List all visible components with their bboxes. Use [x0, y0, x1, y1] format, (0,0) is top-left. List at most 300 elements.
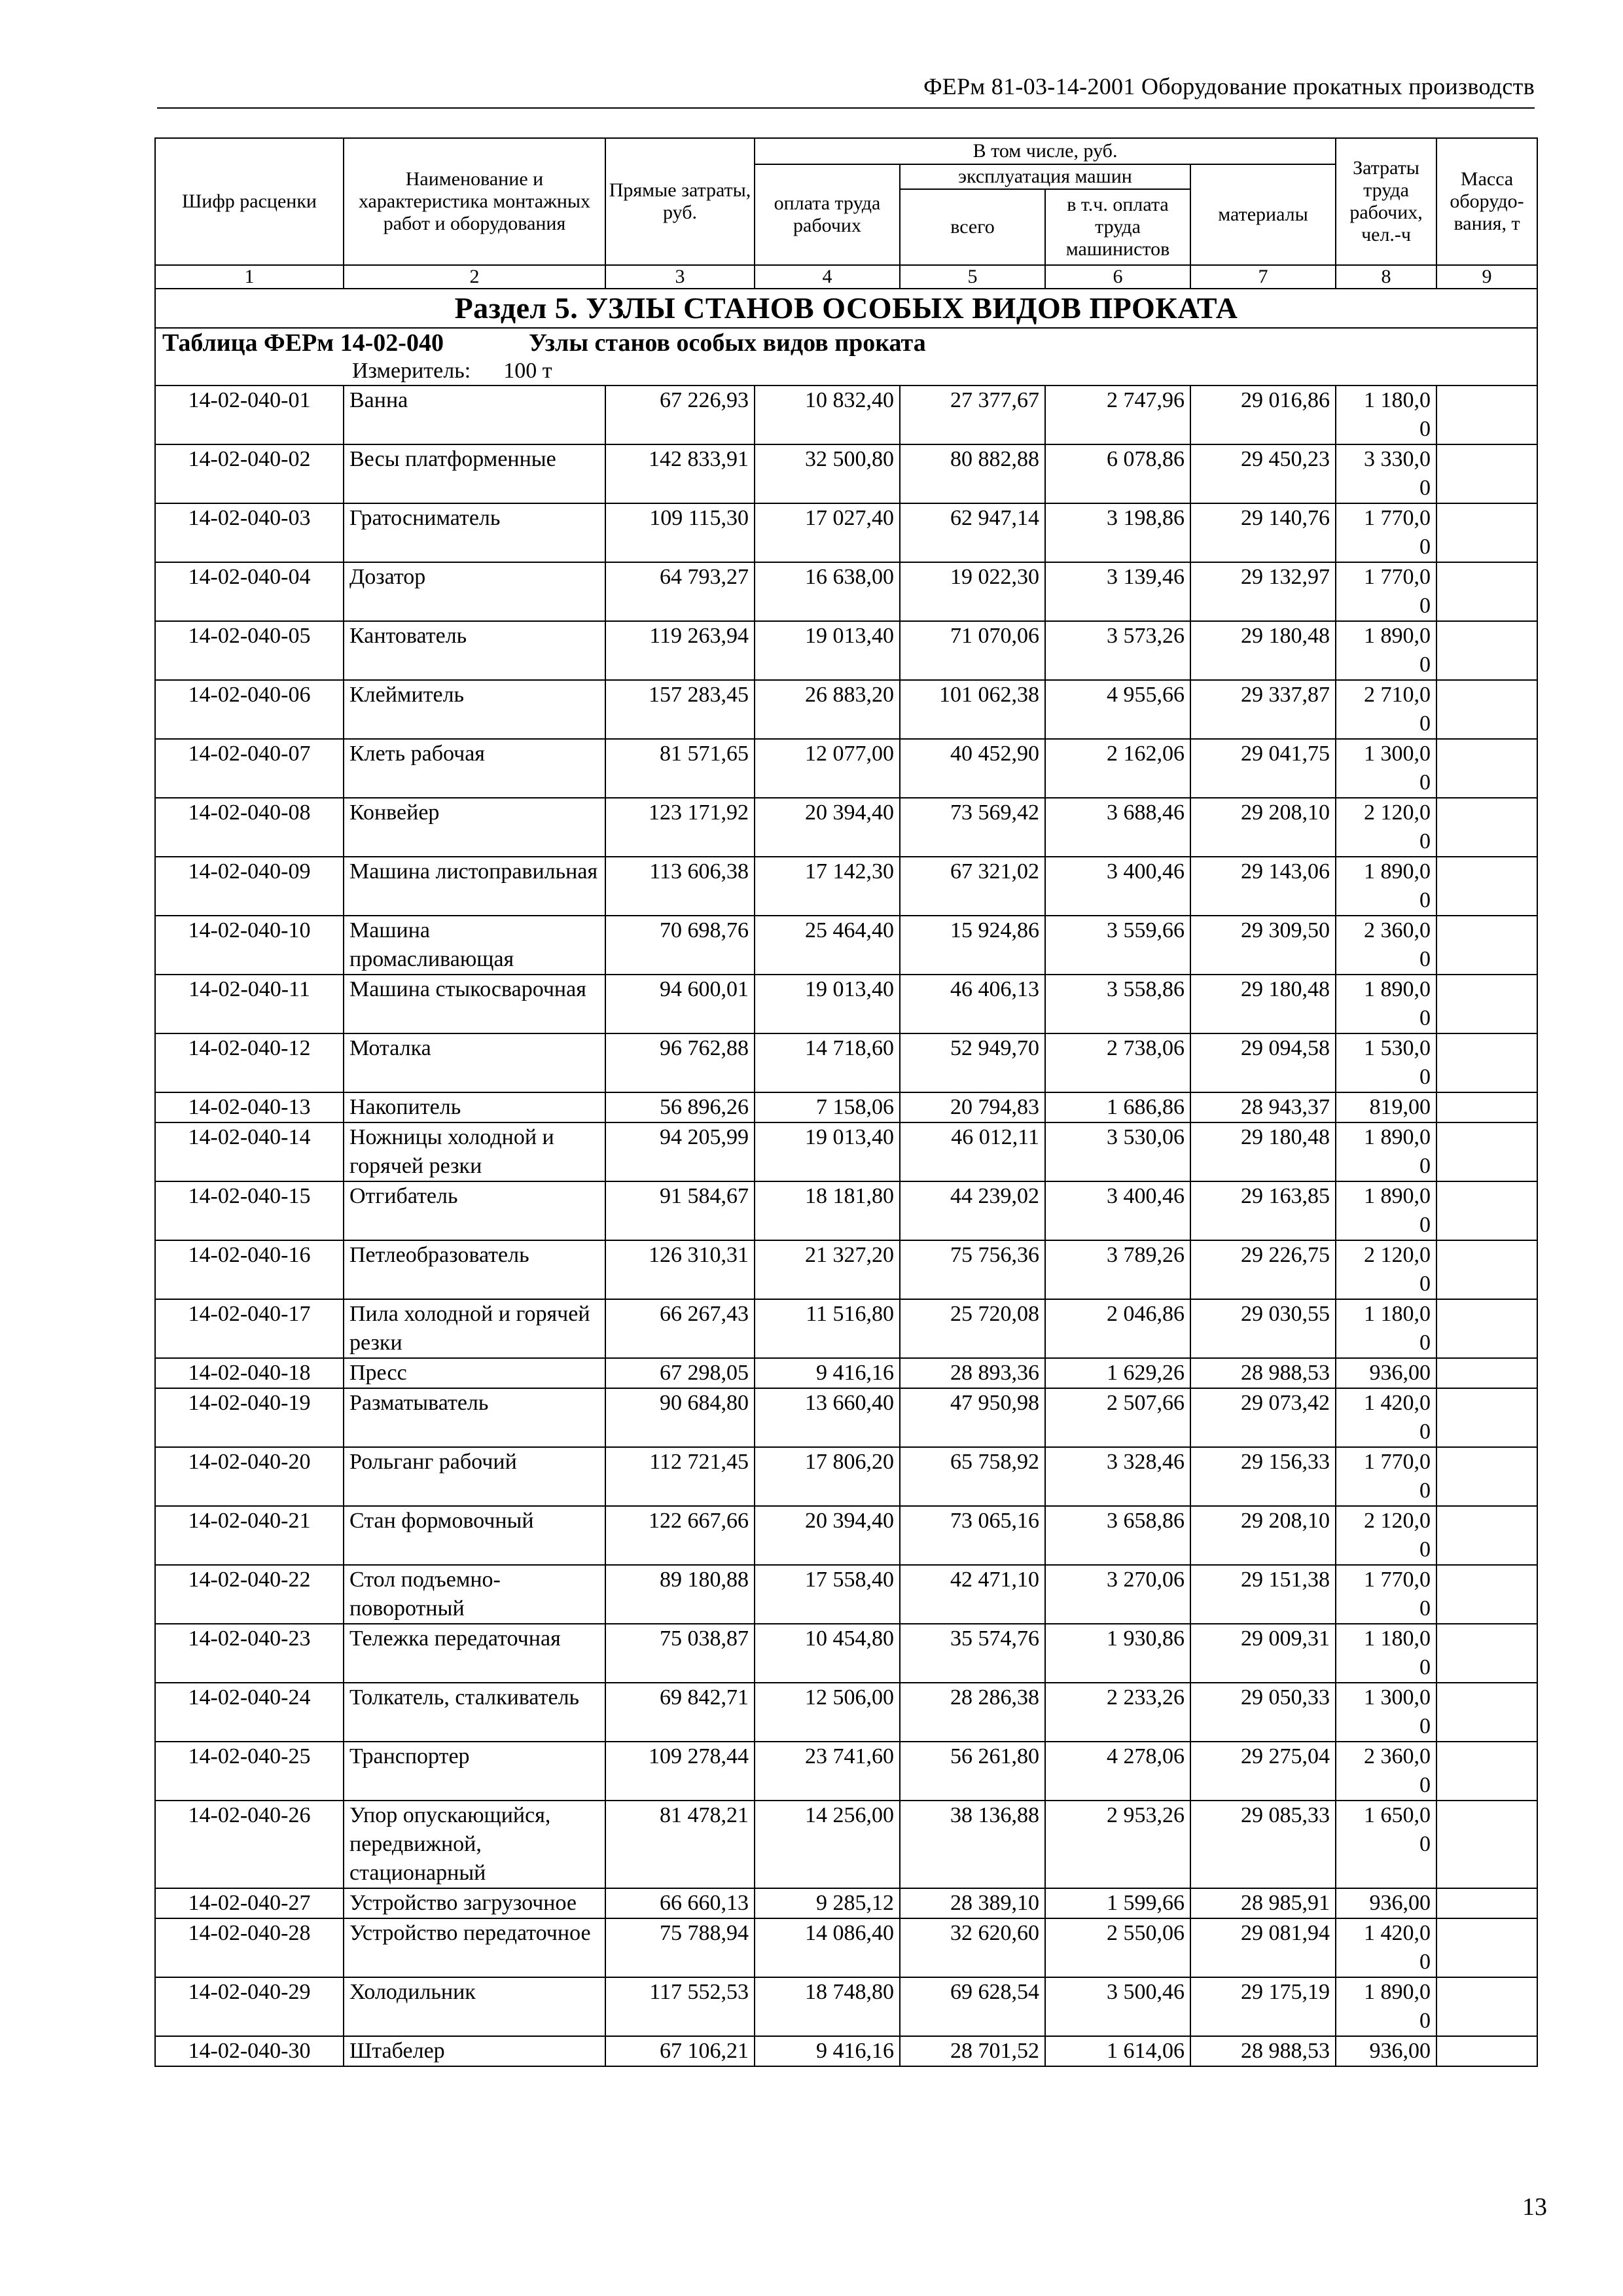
row-code: 14-02-040-01	[155, 386, 344, 444]
row-direct-costs: 91 584,67	[605, 1181, 755, 1240]
row-wages: 21 327,20	[755, 1240, 900, 1299]
row-mass	[1436, 444, 1537, 503]
row-name: Весы платформенные	[344, 444, 605, 503]
row-wages: 23 741,60	[755, 1742, 900, 1801]
column-numbers-row	[155, 265, 1537, 289]
row-direct-costs: 119 263,94	[605, 621, 755, 680]
row-machinist-wages: 3 198,86	[1045, 503, 1190, 562]
table-row	[155, 1240, 1537, 1299]
row-mass	[1436, 1447, 1537, 1506]
table-row	[155, 1388, 1537, 1447]
row-name: Машина листоправильная	[344, 857, 605, 916]
row-wages: 17 806,20	[755, 1447, 900, 1506]
row-materials: 29 180,48	[1190, 975, 1336, 1033]
row-direct-costs: 109 115,30	[605, 503, 755, 562]
table-row	[155, 386, 1537, 444]
row-name: Петлеобразователь	[344, 1240, 605, 1299]
row-mass	[1436, 1918, 1537, 1977]
row-mass	[1436, 1240, 1537, 1299]
table-title: Узлы станов особых видов проката	[528, 329, 926, 357]
running-header: ФЕРм 81-03-14-2001 Оборудование прокатных производств	[157, 71, 1535, 109]
row-name: Тележка передаточная	[344, 1624, 605, 1683]
row-labor: 1 420,0 0	[1336, 1918, 1436, 1977]
row-machines-total: 38 136,88	[900, 1801, 1045, 1888]
row-code: 14-02-040-08	[155, 798, 344, 857]
row-wages: 12 506,00	[755, 1683, 900, 1742]
row-name: Стол подъемно-поворотный	[344, 1565, 605, 1624]
row-machines-total: 28 701,52	[900, 2036, 1045, 2066]
row-name: Стан формовочный	[344, 1506, 605, 1565]
col-header-total: всего	[900, 189, 1045, 265]
col-header-materials: материалы	[1190, 164, 1336, 265]
row-materials: 29 337,87	[1190, 680, 1336, 739]
row-machines-total: 75 756,36	[900, 1240, 1045, 1299]
row-machines-total: 65 758,92	[900, 1447, 1045, 1506]
row-labor: 1 890,0 0	[1336, 621, 1436, 680]
row-materials: 28 943,37	[1190, 1092, 1336, 1122]
col-header-direct: Прямые затраты, руб.	[605, 138, 755, 265]
table-row	[155, 1888, 1537, 1918]
row-materials: 29 009,31	[1190, 1624, 1336, 1683]
row-direct-costs: 70 698,76	[605, 916, 755, 975]
table-row	[155, 1801, 1537, 1888]
row-materials: 28 985,91	[1190, 1888, 1336, 1918]
row-materials: 29 085,33	[1190, 1801, 1336, 1888]
row-code: 14-02-040-16	[155, 1240, 344, 1299]
row-materials: 29 450,23	[1190, 444, 1336, 503]
row-mass	[1436, 1565, 1537, 1624]
row-code: 14-02-040-03	[155, 503, 344, 562]
row-labor: 1 180,0 0	[1336, 1299, 1436, 1358]
page-number: 13	[1522, 2193, 1547, 2221]
table-row	[155, 1977, 1537, 2036]
row-machines-total: 42 471,10	[900, 1565, 1045, 1624]
row-machinist-wages: 3 500,46	[1045, 1977, 1190, 2036]
row-direct-costs: 67 298,05	[605, 1358, 755, 1388]
table-row	[155, 975, 1537, 1033]
measure-label: Измеритель:	[352, 359, 471, 383]
measure-line	[155, 357, 1537, 386]
table-row	[155, 1447, 1537, 1506]
col-header-mass: Масса оборудо-вания, т	[1436, 138, 1537, 265]
row-machines-total: 46 406,13	[900, 975, 1045, 1033]
row-wages: 18 181,80	[755, 1181, 900, 1240]
column-number: 1	[155, 265, 344, 289]
row-labor: 1 300,0 0	[1336, 739, 1436, 798]
row-direct-costs: 90 684,80	[605, 1388, 755, 1447]
row-materials: 29 081,94	[1190, 1918, 1336, 1977]
row-machines-total: 67 321,02	[900, 857, 1045, 916]
table-body	[155, 289, 1537, 2066]
table-row	[155, 739, 1537, 798]
row-labor: 2 360,0 0	[1336, 916, 1436, 975]
row-code: 14-02-040-22	[155, 1565, 344, 1624]
row-machines-total: 32 620,60	[900, 1918, 1045, 1977]
row-materials: 29 163,85	[1190, 1181, 1336, 1240]
column-number: 2	[344, 265, 605, 289]
table-row	[155, 857, 1537, 916]
col-header-incl: В том числе, руб.	[755, 138, 1336, 164]
row-machinist-wages: 3 400,46	[1045, 857, 1190, 916]
row-code: 14-02-040-05	[155, 621, 344, 680]
row-machinist-wages: 1 686,86	[1045, 1092, 1190, 1122]
row-code: 14-02-040-17	[155, 1299, 344, 1358]
column-number: 3	[605, 265, 755, 289]
table-row	[155, 621, 1537, 680]
row-machinist-wages: 3 688,46	[1045, 798, 1190, 857]
row-labor: 1 770,0 0	[1336, 1565, 1436, 1624]
table-row	[155, 916, 1537, 975]
row-mass	[1436, 1506, 1537, 1565]
row-materials: 29 094,58	[1190, 1033, 1336, 1092]
row-direct-costs: 117 552,53	[605, 1977, 755, 2036]
row-labor: 1 890,0 0	[1336, 1122, 1436, 1181]
table-row	[155, 1683, 1537, 1742]
row-name: Пила холодной и горячей резки	[344, 1299, 605, 1358]
row-mass	[1436, 857, 1537, 916]
col-header-machinist-wages: в т.ч. оплата труда машинистов	[1045, 189, 1190, 265]
row-machines-total: 27 377,67	[900, 386, 1045, 444]
row-mass	[1436, 562, 1537, 621]
row-mass	[1436, 503, 1537, 562]
row-direct-costs: 81 478,21	[605, 1801, 755, 1888]
row-machinist-wages: 3 530,06	[1045, 1122, 1190, 1181]
row-machinist-wages: 3 270,06	[1045, 1565, 1190, 1624]
table-row	[155, 444, 1537, 503]
row-code: 14-02-040-15	[155, 1181, 344, 1240]
row-name: Толкатель, сталкиватель	[344, 1683, 605, 1742]
row-machinist-wages: 6 078,86	[1045, 444, 1190, 503]
row-wages: 14 086,40	[755, 1918, 900, 1977]
table-row	[155, 1624, 1537, 1683]
table-row	[155, 798, 1537, 857]
row-name: Ванна	[344, 386, 605, 444]
row-code: 14-02-040-06	[155, 680, 344, 739]
row-machines-total: 80 882,88	[900, 444, 1045, 503]
table-row	[155, 503, 1537, 562]
row-labor: 2 360,0 0	[1336, 1742, 1436, 1801]
row-name: Конвейер	[344, 798, 605, 857]
row-name: Ножницы холодной и горячей резки	[344, 1122, 605, 1181]
row-mass	[1436, 680, 1537, 739]
row-direct-costs: 75 038,87	[605, 1624, 755, 1683]
section-title: Раздел 5. УЗЛЫ СТАНОВ ОСОБЫХ ВИДОВ ПРОКАТА	[155, 289, 1537, 328]
row-mass	[1436, 975, 1537, 1033]
row-code: 14-02-040-04	[155, 562, 344, 621]
row-code: 14-02-040-23	[155, 1624, 344, 1683]
row-materials: 29 180,48	[1190, 1122, 1336, 1181]
row-code: 14-02-040-21	[155, 1506, 344, 1565]
row-code: 14-02-040-12	[155, 1033, 344, 1092]
column-number: 7	[1190, 265, 1336, 289]
row-labor: 3 330,0 0	[1336, 444, 1436, 503]
row-materials: 29 143,06	[1190, 857, 1336, 916]
row-materials: 29 151,38	[1190, 1565, 1336, 1624]
row-direct-costs: 94 205,99	[605, 1122, 755, 1181]
row-labor: 1 770,0 0	[1336, 1447, 1436, 1506]
row-materials: 29 208,10	[1190, 798, 1336, 857]
row-labor: 2 120,0 0	[1336, 1506, 1436, 1565]
row-materials: 28 988,53	[1190, 1358, 1336, 1388]
row-materials: 29 180,48	[1190, 621, 1336, 680]
row-labor: 1 890,0 0	[1336, 857, 1436, 916]
row-name: Клеть рабочая	[344, 739, 605, 798]
row-labor: 2 120,0 0	[1336, 798, 1436, 857]
row-wages: 17 027,40	[755, 503, 900, 562]
row-machines-total: 46 012,11	[900, 1122, 1045, 1181]
row-machinist-wages: 3 558,86	[1045, 975, 1190, 1033]
row-wages: 25 464,40	[755, 916, 900, 975]
row-machinist-wages: 3 658,86	[1045, 1506, 1190, 1565]
row-direct-costs: 126 310,31	[605, 1240, 755, 1299]
table-header	[155, 138, 1537, 289]
column-number: 8	[1336, 265, 1436, 289]
row-machinist-wages: 1 629,26	[1045, 1358, 1190, 1388]
row-labor: 1 420,0 0	[1336, 1388, 1436, 1447]
row-direct-costs: 81 571,65	[605, 739, 755, 798]
row-mass	[1436, 1358, 1537, 1388]
row-name: Отгибатель	[344, 1181, 605, 1240]
row-mass	[1436, 1977, 1537, 2036]
row-labor: 1 650,0 0	[1336, 1801, 1436, 1888]
row-direct-costs: 96 762,88	[605, 1033, 755, 1092]
row-machines-total: 15 924,86	[900, 916, 1045, 975]
row-code: 14-02-040-30	[155, 2036, 344, 2066]
row-wages: 17 142,30	[755, 857, 900, 916]
row-machinist-wages: 3 789,26	[1045, 1240, 1190, 1299]
row-mass	[1436, 621, 1537, 680]
row-wages: 17 558,40	[755, 1565, 900, 1624]
row-mass	[1436, 1683, 1537, 1742]
row-wages: 19 013,40	[755, 975, 900, 1033]
row-labor: 1 180,0 0	[1336, 1624, 1436, 1683]
row-wages: 10 832,40	[755, 386, 900, 444]
row-wages: 9 416,16	[755, 2036, 900, 2066]
row-machinist-wages: 2 507,66	[1045, 1388, 1190, 1447]
row-materials: 29 140,76	[1190, 503, 1336, 562]
row-materials: 29 156,33	[1190, 1447, 1336, 1506]
row-wages: 13 660,40	[755, 1388, 900, 1447]
row-labor: 936,00	[1336, 1888, 1436, 1918]
row-name: Транспортер	[344, 1742, 605, 1801]
row-machinist-wages: 4 278,06	[1045, 1742, 1190, 1801]
table-row	[155, 1506, 1537, 1565]
row-machinist-wages: 3 559,66	[1045, 916, 1190, 975]
row-machinist-wages: 3 139,46	[1045, 562, 1190, 621]
row-wages: 20 394,40	[755, 798, 900, 857]
row-machines-total: 52 949,70	[900, 1033, 1045, 1092]
row-code: 14-02-040-25	[155, 1742, 344, 1801]
table-row	[155, 1742, 1537, 1801]
row-name: Разматыватель	[344, 1388, 605, 1447]
row-machines-total: 25 720,08	[900, 1299, 1045, 1358]
row-wages: 20 394,40	[755, 1506, 900, 1565]
row-machinist-wages: 2 162,06	[1045, 739, 1190, 798]
row-name: Дозатор	[344, 562, 605, 621]
row-code: 14-02-040-19	[155, 1388, 344, 1447]
column-number: 5	[900, 265, 1045, 289]
row-materials: 29 050,33	[1190, 1683, 1336, 1742]
row-name: Кантователь	[344, 621, 605, 680]
row-mass	[1436, 1181, 1537, 1240]
row-labor: 1 890,0 0	[1336, 975, 1436, 1033]
row-materials: 29 132,97	[1190, 562, 1336, 621]
row-direct-costs: 94 600,01	[605, 975, 755, 1033]
row-machines-total: 28 893,36	[900, 1358, 1045, 1388]
row-mass	[1436, 1801, 1537, 1888]
row-wages: 19 013,40	[755, 621, 900, 680]
table-row	[155, 2036, 1537, 2066]
row-name: Машина стыкосварочная	[344, 975, 605, 1033]
row-direct-costs: 122 667,66	[605, 1506, 755, 1565]
row-labor: 1 300,0 0	[1336, 1683, 1436, 1742]
column-number: 9	[1436, 265, 1537, 289]
col-header-code: Шифр расценки	[155, 138, 344, 265]
row-labor: 1 770,0 0	[1336, 503, 1436, 562]
table-row	[155, 680, 1537, 739]
row-machinist-wages: 1 599,66	[1045, 1888, 1190, 1918]
row-name: Устройство передаточное	[344, 1918, 605, 1977]
row-materials: 29 073,42	[1190, 1388, 1336, 1447]
row-name: Упор опускающийся, передвижной, стационарный	[344, 1801, 605, 1888]
row-labor: 1 770,0 0	[1336, 562, 1436, 621]
table-row	[155, 1181, 1537, 1240]
row-machines-total: 35 574,76	[900, 1624, 1045, 1683]
row-code: 14-02-040-07	[155, 739, 344, 798]
row-machines-total: 28 389,10	[900, 1888, 1045, 1918]
row-name: Гратосниматель	[344, 503, 605, 562]
row-direct-costs: 123 171,92	[605, 798, 755, 857]
row-code: 14-02-040-20	[155, 1447, 344, 1506]
row-machines-total: 28 286,38	[900, 1683, 1045, 1742]
column-number: 4	[755, 265, 900, 289]
row-name: Устройство загрузочное	[344, 1888, 605, 1918]
row-wages: 18 748,80	[755, 1977, 900, 2036]
row-name: Холодильник	[344, 1977, 605, 2036]
row-direct-costs: 75 788,94	[605, 1918, 755, 1977]
row-wages: 12 077,00	[755, 739, 900, 798]
row-wages: 14 718,60	[755, 1033, 900, 1092]
row-machines-total: 62 947,14	[900, 503, 1045, 562]
row-name: Рольганг рабочий	[344, 1447, 605, 1506]
row-materials: 29 309,50	[1190, 916, 1336, 975]
measure-value: 100 т	[503, 359, 552, 383]
row-machines-total: 44 239,02	[900, 1181, 1045, 1240]
row-direct-costs: 142 833,91	[605, 444, 755, 503]
row-code: 14-02-040-11	[155, 975, 344, 1033]
table-row	[155, 1565, 1537, 1624]
row-name: Штабелер	[344, 2036, 605, 2066]
row-mass	[1436, 1388, 1537, 1447]
row-machines-total: 71 070,06	[900, 621, 1045, 680]
table-row	[155, 562, 1537, 621]
row-code: 14-02-040-26	[155, 1801, 344, 1888]
row-machinist-wages: 2 738,06	[1045, 1033, 1190, 1092]
row-labor: 1 530,0 0	[1336, 1033, 1436, 1092]
table-row	[155, 1358, 1537, 1388]
table-code: Таблица ФЕРм 14-02-040	[162, 329, 444, 357]
row-mass	[1436, 798, 1537, 857]
row-direct-costs: 69 842,71	[605, 1683, 755, 1742]
row-labor: 936,00	[1336, 1358, 1436, 1388]
row-machinist-wages: 4 955,66	[1045, 680, 1190, 739]
row-wages: 11 516,80	[755, 1299, 900, 1358]
row-machines-total: 20 794,83	[900, 1092, 1045, 1122]
row-machines-total: 73 569,42	[900, 798, 1045, 857]
row-direct-costs: 109 278,44	[605, 1742, 755, 1801]
row-wages: 9 416,16	[755, 1358, 900, 1388]
row-direct-costs: 157 283,45	[605, 680, 755, 739]
row-machinist-wages: 3 328,46	[1045, 1447, 1190, 1506]
row-machinist-wages: 2 233,26	[1045, 1683, 1190, 1742]
row-materials: 29 208,10	[1190, 1506, 1336, 1565]
row-mass	[1436, 916, 1537, 975]
row-direct-costs: 67 106,21	[605, 2036, 755, 2066]
row-machinist-wages: 3 573,26	[1045, 621, 1190, 680]
row-labor: 1 890,0 0	[1336, 1977, 1436, 2036]
row-wages: 7 158,06	[755, 1092, 900, 1122]
row-code: 14-02-040-18	[155, 1358, 344, 1388]
row-mass	[1436, 1033, 1537, 1092]
row-machinist-wages: 3 400,46	[1045, 1181, 1190, 1240]
row-machinist-wages: 2 953,26	[1045, 1801, 1190, 1888]
row-mass	[1436, 1299, 1537, 1358]
row-name: Машина промасливающая	[344, 916, 605, 975]
row-mass	[1436, 1122, 1537, 1181]
row-labor: 1 890,0 0	[1336, 1181, 1436, 1240]
row-code: 14-02-040-29	[155, 1977, 344, 2036]
row-mass	[1436, 1742, 1537, 1801]
row-materials: 28 988,53	[1190, 2036, 1336, 2066]
row-direct-costs: 66 660,13	[605, 1888, 755, 1918]
row-machines-total: 69 628,54	[900, 1977, 1045, 2036]
row-machinist-wages: 1 930,86	[1045, 1624, 1190, 1683]
row-labor: 2 120,0 0	[1336, 1240, 1436, 1299]
row-name: Клеймитель	[344, 680, 605, 739]
row-labor: 819,00	[1336, 1092, 1436, 1122]
row-code: 14-02-040-02	[155, 444, 344, 503]
row-machines-total: 19 022,30	[900, 562, 1045, 621]
row-name: Накопитель	[344, 1092, 605, 1122]
row-machinist-wages: 1 614,06	[1045, 2036, 1190, 2066]
row-code: 14-02-040-28	[155, 1918, 344, 1977]
table-row	[155, 1918, 1537, 1977]
col-header-wages: оплата труда рабочих	[755, 164, 900, 265]
row-materials: 29 041,75	[1190, 739, 1336, 798]
row-machines-total: 101 062,38	[900, 680, 1045, 739]
row-code: 14-02-040-24	[155, 1683, 344, 1742]
row-name: Пресс	[344, 1358, 605, 1388]
row-direct-costs: 89 180,88	[605, 1565, 755, 1624]
row-mass	[1436, 1092, 1537, 1122]
table-row	[155, 1033, 1537, 1092]
row-code: 14-02-040-10	[155, 916, 344, 975]
row-mass	[1436, 1888, 1537, 1918]
row-machines-total: 73 065,16	[900, 1506, 1045, 1565]
row-direct-costs: 64 793,27	[605, 562, 755, 621]
row-mass	[1436, 2036, 1537, 2066]
row-machines-total: 47 950,98	[900, 1388, 1045, 1447]
table-row	[155, 1092, 1537, 1122]
row-labor: 1 180,0 0	[1336, 386, 1436, 444]
row-direct-costs: 66 267,43	[605, 1299, 755, 1358]
row-wages: 10 454,80	[755, 1624, 900, 1683]
col-header-machines: эксплуатация машин	[900, 164, 1190, 189]
row-direct-costs: 112 721,45	[605, 1447, 755, 1506]
row-name: Моталка	[344, 1033, 605, 1092]
row-direct-costs: 113 606,38	[605, 857, 755, 916]
row-mass	[1436, 1624, 1537, 1683]
